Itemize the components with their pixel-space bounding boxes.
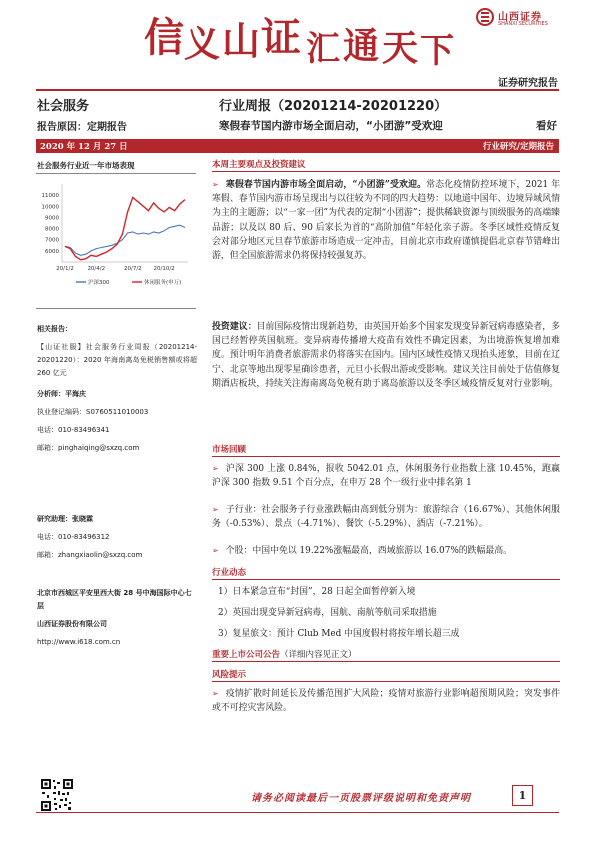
related-reports xyxy=(37,323,197,380)
analyst-info xyxy=(37,388,197,455)
qr-code-icon xyxy=(40,778,74,812)
x-tick-label: 20/1/2 xyxy=(56,266,74,272)
rating-badge: 看好 xyxy=(536,120,557,132)
market-text: 子行业：社会服务子行业涨跌幅由高到低分别为：旅游综合（16.67%）、其他休闲服务（-0.53%）、景点（-4.71%）、餐饮（-5.29%）、酒店（-7.21%）。 xyxy=(212,505,560,530)
analyst-phone: 电话：010-83496341 xyxy=(37,426,110,434)
y-tick-label: 10000 xyxy=(41,204,59,211)
section-rule xyxy=(212,456,560,457)
report-date: 2020 年 12 月 27 日 xyxy=(40,142,128,152)
section-title-outlook: 本周主要观点及投资建议 xyxy=(212,160,306,170)
outlook-lead: 寒假春节国内游市场全面启动，“小团游”受欢迎。 xyxy=(225,180,427,190)
section-rule xyxy=(212,171,560,172)
slogan-char: 山 xyxy=(222,18,261,63)
assistant-info xyxy=(37,513,197,562)
company-name: 山西证券股份有限公司 xyxy=(37,620,107,628)
outlook-para-2 xyxy=(212,320,560,391)
y-tick-label: 8000 xyxy=(45,226,59,233)
market-text: 个股：中国中免以 19.22%涨幅最高，西域旅游以 16.07%的跌幅最高。 xyxy=(225,546,513,556)
arrow-bullet-icon: ➢ xyxy=(212,505,219,514)
company-logo xyxy=(476,7,586,29)
date-band xyxy=(36,139,559,153)
x-tick-label: 20/4/2 xyxy=(87,266,106,272)
legend-label: 休闲服务(申万) xyxy=(144,280,182,286)
analyst-email[interactable]: 邮箱：pinghaiqing@sxzq.com xyxy=(37,444,140,452)
chart-bottom-rule xyxy=(36,308,196,309)
company-address xyxy=(37,587,197,649)
y-axis xyxy=(42,184,63,262)
slogan-char: 信 xyxy=(144,14,184,61)
slogan-char: 义 xyxy=(184,23,221,65)
section-rule xyxy=(212,579,560,580)
company-website[interactable]: http://www.i618.com.cn xyxy=(37,638,121,646)
analyst-license: 执业登记编码：S0760511010003 xyxy=(37,408,149,416)
risk-text: 疫情扩散时间延长及传播范围扩大风险；疫情对旅游行业影响超预期风险；突发事件或不可控灾害风险。 xyxy=(212,689,560,714)
y-tick-label: 9000 xyxy=(45,215,59,222)
arrow-bullet-icon: ➢ xyxy=(212,464,219,473)
related-label: 相关报告： xyxy=(37,325,72,333)
slogan-char: 通 xyxy=(343,25,380,67)
page-number: 1 xyxy=(512,785,533,806)
section-title-announcements xyxy=(212,648,357,660)
series-lines xyxy=(65,197,185,259)
outlook-body: 常态化疫情防控环境下，2021 年寒假、春节国内游市场呈现出与以往较为不同的四大趋势：以地道中国年、边境异域风情为主的主题游；以“一家一团”为代表的定制“小团游”；提供稀缺资源与顶级服务的高端臻品游；以及以 80 后、90 后家长为首的“高阶加值”年轻化亲子游。冬季区域性疫情反复会对部分地区元旦春节旅游市场造成一定冲击，目前北京市政府谨慎提倡北京春节错峰出游，但全国旅游需求仍将保持较强复苏。 xyxy=(212,180,560,262)
series-line xyxy=(65,225,185,255)
y-tick-label: 6000 xyxy=(45,248,59,255)
analyst-label: 分析师：平海庆 xyxy=(37,390,86,398)
arrow-bullet-icon: ➢ xyxy=(212,689,219,698)
related-report-link[interactable]: 【山证社服】社会服务行业周报（20201214-20201220）：2020 年海南离岛免税销售额或将超 260 亿元 xyxy=(37,343,197,377)
advice-body: 目前国际疫情出现新趋势，由英国开始多个国家发现变异新冠病毒感染者，多国已经暂停英国航班。变异病毒传播增大疫苗有效性不确定因素，为出境游恢复增加难度。预计明年消费者旅游需求仍将落实在国内。国内区域性疫情又现抬头迹象，目前在辽宁、北京等地出现零星确诊患者，元旦小长假出游或受影响。建议关注目前处于估值修复期酒店板块，持续关注海南离岛免税有助于离岛旅游以及冬季区域疫情反复对行业影响。 xyxy=(212,322,560,389)
market-bullet-3 xyxy=(212,544,560,558)
report-reason: 报告原因：定期报告 xyxy=(37,122,127,133)
report-title: 行业周报（20201214-20201220） xyxy=(219,99,448,114)
market-text: 沪深 300 上涨 0.84%，报收 5042.01 点，休闲服务行业指数上涨 10.45%，跑赢沪深 300 指数 9.51 个百分点，在申万 28 个一级行业中排名第 1 xyxy=(212,464,560,489)
chart-top-rule xyxy=(36,173,196,174)
announcements-title: 重要上市公司公告 xyxy=(212,650,281,660)
section-title-news: 行业动态 xyxy=(212,568,247,578)
outlook-para-1 xyxy=(212,178,560,263)
section-title-risk: 风险提示 xyxy=(212,670,247,680)
market-bullet-2 xyxy=(212,503,560,531)
chart-legend xyxy=(76,278,181,286)
assistant-phone: 电话：010-83496312 xyxy=(37,533,110,541)
arrow-bullet-icon: ➢ xyxy=(212,546,219,555)
logo-cn: 山西证券 xyxy=(498,12,542,23)
slogan-char: 汇 xyxy=(306,29,340,69)
news-item-1: 1）日本紧急宣布“封国”，28 日起全面暂停新入境 xyxy=(218,587,416,597)
x-tick-label: 20/10/2 xyxy=(153,266,175,272)
logo-en: SHANXI SECURITIES xyxy=(498,21,548,27)
performance-chart xyxy=(36,178,198,304)
assistant-label: 研究助理：张晓霖 xyxy=(37,515,93,523)
section-title-market: 市场回顾 xyxy=(212,445,247,455)
section-rule xyxy=(212,681,560,682)
industry-name: 社会服务 xyxy=(37,99,90,114)
logo-mark-icon xyxy=(476,8,494,26)
performance-title: 社会服务行业近一年市场表现 xyxy=(37,161,135,170)
slogan-char: 下 xyxy=(420,31,454,71)
arrow-bullet-icon: ➢ xyxy=(212,180,219,189)
risk-bullet-1 xyxy=(212,687,560,715)
y-tick-label: 11000 xyxy=(41,193,59,200)
advice-lead: 投资建议： xyxy=(212,322,257,332)
assistant-email[interactable]: 邮箱：zhangxiaolin@sxzq.com xyxy=(37,551,143,559)
slogan-char: 天 xyxy=(382,27,419,69)
report-category: 行业研究/定期报告 xyxy=(482,142,554,152)
legend-label: 沪深300 xyxy=(88,280,110,286)
header-divider xyxy=(36,89,559,91)
disclaimer-text: 请务必阅读最后一页股票评级说明和免责声明 xyxy=(251,793,471,804)
section-rule xyxy=(212,661,560,662)
x-tick-label: 20/7/2 xyxy=(123,266,142,272)
x-axis xyxy=(56,262,188,272)
news-item-3: 3）复星旅文：预计 Club Med 中国度假村将按年增长超三成 xyxy=(218,629,460,639)
footer-rule xyxy=(36,812,559,813)
address-text: 北京市西城区平安里西大街 28 号中海国际中心七层 xyxy=(37,589,192,610)
market-bullet-1 xyxy=(212,462,560,490)
announcements-note: （详细内容见正文） xyxy=(280,650,357,660)
y-tick-label: 7000 xyxy=(45,237,59,244)
report-headline: 寒假春节国内游市场全面启动，“小团游”受欢迎 xyxy=(219,120,443,132)
slogan-char: 证 xyxy=(261,14,301,61)
report-type: 证券研究报告 xyxy=(498,78,558,89)
slogan-banner xyxy=(140,10,480,72)
news-item-2: 2）英国出现变异新冠病毒，国航、南航等航司采取措施 xyxy=(218,608,437,618)
performance-chart-svg xyxy=(36,178,198,304)
